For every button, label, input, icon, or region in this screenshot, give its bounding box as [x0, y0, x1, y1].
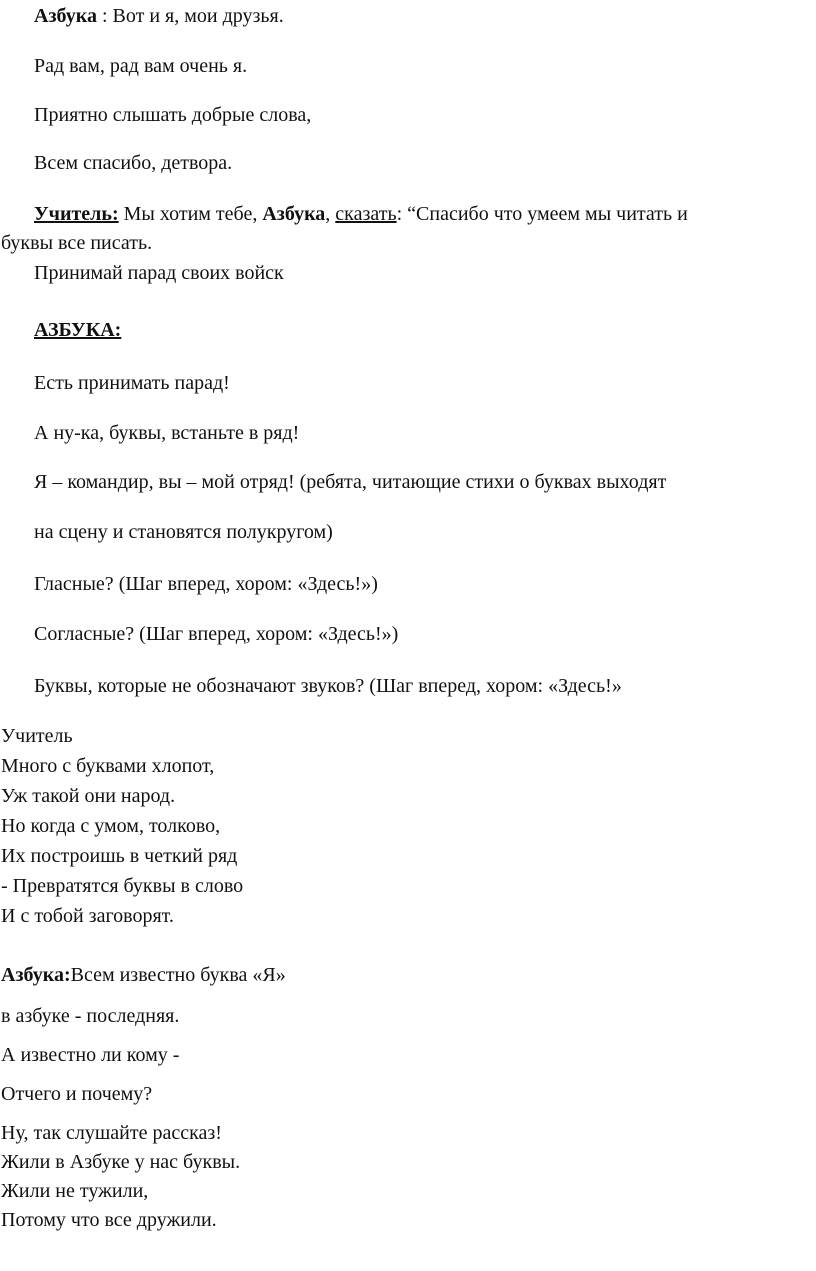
verse-line: на сцену и становятся полукругом)	[34, 521, 333, 543]
teacher-line-cont: буквы все писать.	[1, 232, 153, 254]
verse-line: И с тобой заговорят.	[1, 905, 174, 927]
verse-line: Рад вам, рад вам очень я.	[34, 55, 248, 77]
verse-line: А известно ли кому -	[1, 1044, 180, 1066]
verse-line: Жили не тужили,	[1, 1180, 149, 1202]
verse-line: Буквы, которые не обозначают звуков? (Шаг вперед, хором: «Здесь!»	[34, 675, 622, 697]
verse-line: - Превратятся буквы в слово	[1, 875, 244, 897]
verse-line: Приятно слышать добрые слова,	[34, 104, 312, 126]
teacher-line: Учитель: Мы хотим тебе, Азбука, сказать: “Спасибо что умеем мы читать и	[34, 203, 688, 225]
verse-line: Согласные? (Шаг вперед, хором: «Здесь!»)	[34, 623, 399, 645]
verse-line: А ну-ка, буквы, встаньте в ряд!	[34, 422, 300, 444]
verse-line: в азбуке - последняя.	[1, 1005, 180, 1027]
speaker-label: Учитель:	[34, 203, 119, 225]
verse-line: Жили в Азбуке у нас буквы.	[1, 1151, 241, 1173]
verse-line: Всем спасибо, детвора.	[34, 152, 233, 174]
verse-line: Но когда с умом, толково,	[1, 815, 221, 837]
underlined-word: сказать	[335, 203, 397, 225]
section-heading: АЗБУКА:	[34, 319, 122, 341]
verse-line: Потому что все дружили.	[1, 1209, 217, 1231]
verse-line: Азбука:Всем известно буква «Я»	[1, 964, 286, 986]
verse-line: Много с буквами хлопот,	[1, 755, 215, 777]
verse-line: Я – командир, вы – мой отряд! (ребята, читающие стихи о буквах выходят	[34, 471, 667, 493]
verse-line: Уж такой они народ.	[1, 785, 176, 807]
speaker-label: Азбука:	[1, 964, 71, 986]
teacher-line: Принимай парад своих войск	[34, 262, 284, 284]
verse-line: Гласные? (Шаг вперед, хором: «Здесь!»)	[34, 573, 378, 595]
verse-line: Есть принимать парад!	[34, 372, 230, 394]
verse-line: Отчего и почему?	[1, 1083, 153, 1105]
speaker-name: Учитель	[1, 725, 73, 747]
verse-line: Ну, так слушайте рассказ!	[1, 1122, 222, 1144]
speaker-label: Азбука	[34, 5, 97, 27]
verse-line: Азбука : Вот и я, мои друзья.	[34, 5, 284, 27]
verse-line: Их построишь в четкий ряд	[1, 845, 238, 867]
